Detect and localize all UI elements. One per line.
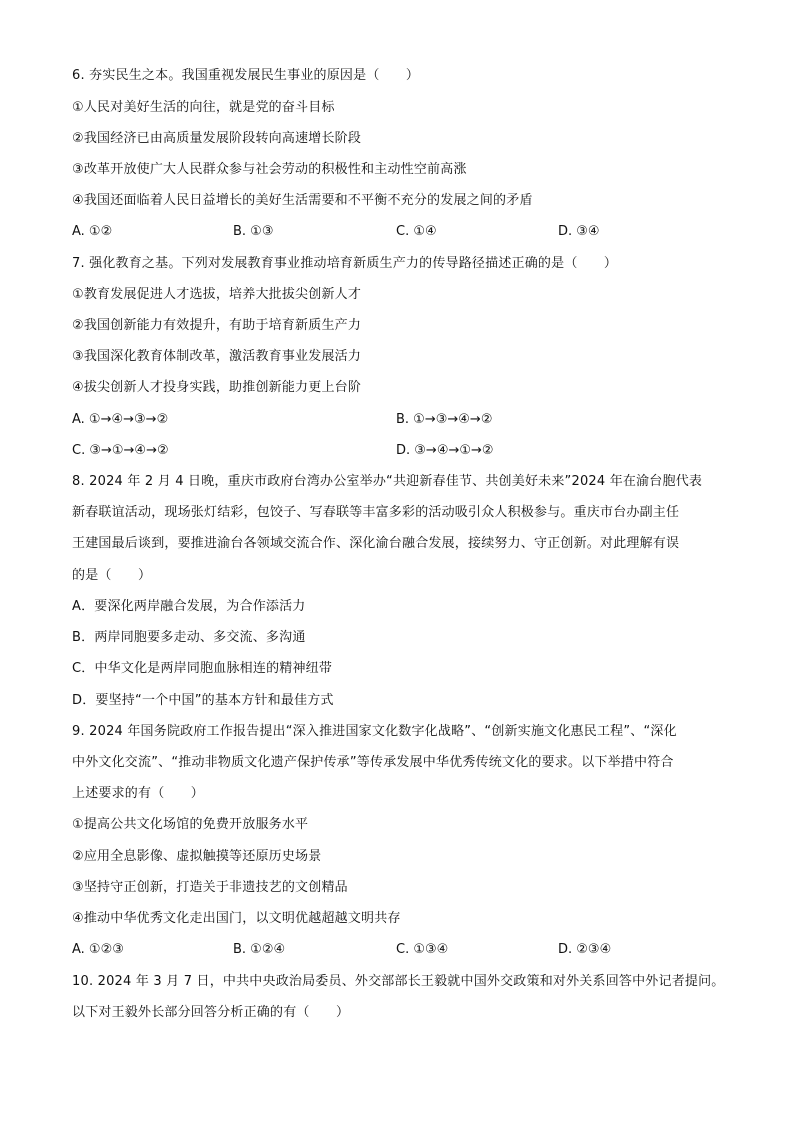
question-9-stem-line-2: 中外文化交流”、“推动非物质文化遗产保护传承”等传承发展中华优秀传统文化的要求。以下举措中符合 bbox=[72, 755, 674, 770]
question-8-option-d: D．要坚持“一个中国”的基本方针和最佳方式 bbox=[72, 693, 334, 708]
question-6-option-b: B. ①③ bbox=[233, 224, 274, 239]
question-9-stem-line-3: 上述要求的有（ ） bbox=[72, 786, 205, 801]
question-9-item-4: ④推动中华优秀文化走出国门，以文明优越超越文明共存 bbox=[72, 911, 401, 926]
question-8-stem-line-1: 8. 2024 年 2 月 4 日晚，重庆市政府台湾办公室举办“共迎新春佳节、共创美好未来”2024 年在渝台胞代表 bbox=[72, 474, 703, 489]
question-8-option-b: B．两岸同胞要多走动、多交流、多沟通 bbox=[72, 630, 306, 645]
question-9-option-a: A. ①②③ bbox=[72, 942, 124, 957]
question-9-option-b: B. ①②④ bbox=[233, 942, 286, 957]
question-6-stem: 6. 夯实民生之本。我国重视发展民生事业的原因是（ ） bbox=[72, 68, 420, 83]
question-9-item-2: ②应用全息影像、虚拟触摸等还原历史场景 bbox=[72, 849, 322, 864]
question-9-option-d: D. ②③④ bbox=[558, 942, 612, 957]
question-6-option-a: A. ①② bbox=[72, 224, 113, 239]
question-8-stem-line-2: 新春联谊活动，现场张灯结彩，包饺子、写春联等丰富多彩的活动吸引众人积极参与。重庆市台办副主任 bbox=[72, 505, 680, 520]
question-8-option-c: C．中华文化是两岸同胞血脉相连的精神纽带 bbox=[72, 661, 333, 676]
question-6-option-d: D. ③④ bbox=[558, 224, 600, 239]
question-7-option-d: D. ③→④→①→② bbox=[396, 443, 494, 458]
question-7-option-c: C. ③→①→④→② bbox=[72, 443, 169, 458]
question-7-option-b: B. ①→③→④→② bbox=[396, 412, 493, 427]
question-6-item-3: ③改革开放使广大人民群众参与社会劳动的积极性和主动性空前高涨 bbox=[72, 162, 467, 177]
question-7-item-1: ①教育发展促进人才选拔，培养大批拔尖创新人才 bbox=[72, 287, 362, 302]
question-8-option-a: A．要深化两岸融合发展，为合作添活力 bbox=[72, 599, 306, 614]
question-9-item-3: ③坚持守正创新，打造关于非遗技艺的文创精品 bbox=[72, 880, 348, 895]
question-7-option-a: A. ①→④→③→② bbox=[72, 412, 169, 427]
question-8-stem-line-3: 王建国最后谈到，要推进渝台各领域交流合作、深化渝台融合发展，接续努力、守正创新。对此理解有误 bbox=[72, 536, 680, 551]
question-8-stem-line-4: 的是（ ） bbox=[72, 568, 152, 583]
question-6-item-1: ①人民对美好生活的向往，就是党的奋斗目标 bbox=[72, 100, 335, 115]
question-7-stem: 7. 强化教育之基。下列对发展教育事业推动培育新质生产力的传导路径描述正确的是（ ） bbox=[72, 256, 618, 271]
question-9-option-c: C. ①③④ bbox=[396, 942, 449, 957]
question-6-item-2: ②我国经济已由高质量发展阶段转向高速增长阶段 bbox=[72, 131, 362, 146]
question-9-stem-line-1: 9. 2024 年国务院政府工作报告提出“深入推进国家文化数字化战略”、“创新实施文化惠民工程”、“深化 bbox=[72, 724, 677, 739]
question-9-item-1: ①提高公共文化场馆的免费开放服务水平 bbox=[72, 817, 309, 832]
question-10-stem-line-1: 10. 2024 年 3 月 7 日，中共中央政治局委员、外交部部长王毅就中国外交政策和对外关系回答中外记者提问。 bbox=[72, 974, 725, 989]
question-6-item-4: ④我国还面临着人民日益增长的美好生活需要和不平衡不充分的发展之间的矛盾 bbox=[72, 193, 533, 208]
question-7-item-4: ④拔尖创新人才投身实践，助推创新能力更上台阶 bbox=[72, 380, 362, 395]
question-6-option-c: C. ①④ bbox=[396, 224, 437, 239]
question-10-stem-line-2: 以下对王毅外长部分回答分析正确的有（ ） bbox=[72, 1005, 350, 1020]
question-7-item-3: ③我国深化教育体制改革，激活教育事业发展活力 bbox=[72, 349, 362, 364]
question-7-item-2: ②我国创新能力有效提升，有助于培育新质生产力 bbox=[72, 318, 362, 333]
